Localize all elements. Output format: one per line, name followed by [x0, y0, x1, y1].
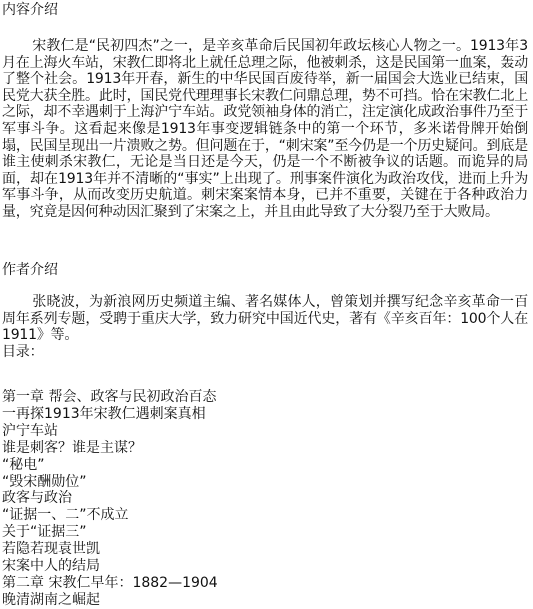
toc-item[interactable]: 第二章 宋教仁早年：1882—1904	[2, 574, 218, 591]
toc-item[interactable]: 宋案中人的结局	[2, 558, 100, 575]
toc-item[interactable]: 沪宁车站	[2, 422, 58, 439]
toc-item[interactable]: 谁是刺客？谁是主谋？	[2, 439, 142, 456]
toc-item[interactable]: 晚清湖南之崛起	[2, 591, 100, 608]
toc-item[interactable]: 若隐若现袁世凯	[2, 541, 100, 558]
content-intro-text: 宋教仁是“民初四杰”之一，是辛亥革命后民国初年政坛核心人物之一。1913年3月在上海火车站，宋教仁即将北上就任总理之际，他被刺杀，这是民国第一血案，轰动了整个社会。1913年开春，新生的中华民国百废待举，新一届国会大选业已结束，国民党大获全胜。此时，国民党代理理事长宋教仁问鼎总理，势不可挡。恰在宋教仁北上之际，却不幸遇刺于上海沪宁车站。政党领袖身体的消亡，注定演化成政治事件乃至于军事斗争。这看起来像是1913年事变逻辑链条中的第一个环节，多米诺骨牌开始倒塌，民国呈现出一片溃败之势。但问题在于，“刺宋案”至今仍是一个历史疑问。到底是谁主使刺杀宋教仁，无论是当日还是今天，仍是一个不断被争议的话题。而诡异的局面，却在1913年并不清晰的“事实”上出现了。刑事案件演化为政治攻伐，进而上升为军事斗争，从而改变历史航道。刺宋案案情本身，已并不重要，关键在于各种政治力量，究竟是因何种动因汇聚到了宋案之上，并且由此导致了大分裂乃至于大败局。	[2, 38, 528, 220]
content-intro-paragraph	[2, 38, 528, 221]
author-intro-paragraph	[2, 294, 528, 360]
toc-item[interactable]: 政客与政治	[2, 490, 72, 507]
toc-item[interactable]: 一再探1913年宋教仁遇刺案真相	[2, 405, 206, 422]
content-intro-heading: 内容介绍	[2, 2, 58, 18]
toc-label: 目录：	[2, 343, 44, 360]
toc-item[interactable]: 关于“证据三”	[2, 524, 87, 541]
table-of-contents	[2, 389, 528, 609]
author-intro-heading: 作者介绍	[2, 262, 58, 278]
author-intro-text: 张晓波，为新浪网历史频道主编、著名媒体人，曾策划并撰写纪念辛亥革命一百周年系列专题，受聘于重庆大学，致力研究中国近代史，著有《辛亥百年：100个人在1911》等。	[2, 294, 528, 344]
toc-item[interactable]: 第一章 帮会、政客与民初政治百态	[2, 389, 217, 405]
toc-item[interactable]: “证据一、二”不成立	[2, 507, 129, 524]
toc-item[interactable]: “毁宋酬勋位”	[2, 473, 87, 490]
toc-item[interactable]: “秘电”	[2, 456, 45, 473]
